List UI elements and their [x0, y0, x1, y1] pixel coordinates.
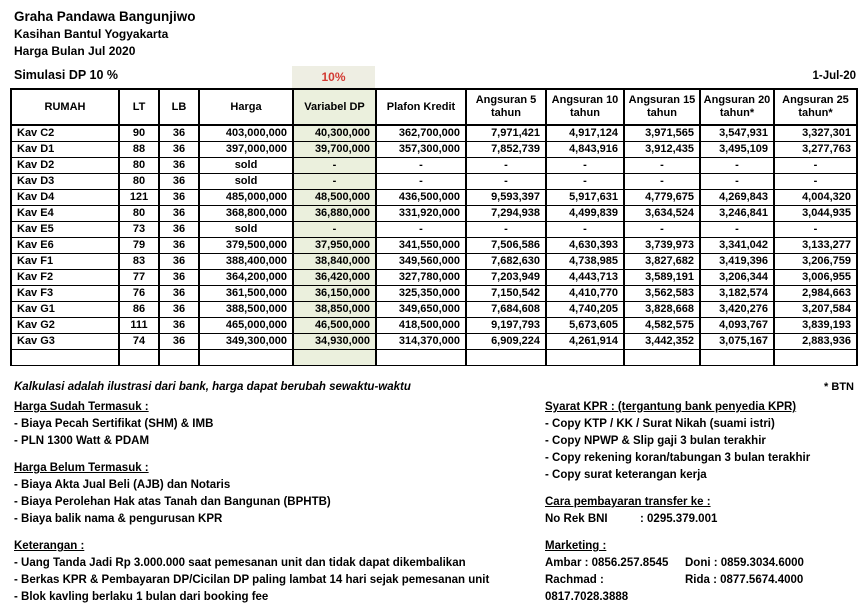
cell-harga: 465,000,000 [199, 318, 293, 334]
cell-angsuran-5: - [466, 222, 546, 238]
header-lt: LT [119, 89, 159, 125]
cell-variabel-dp: 38,850,000 [293, 302, 376, 318]
table-row [11, 158, 857, 174]
header-angsuran-25: Angsuran 25 tahun* [774, 89, 857, 125]
table-row [11, 206, 857, 222]
table-row [11, 190, 857, 206]
cell-angsuran-20: 3,341,042 [700, 238, 774, 254]
cell-angsuran-25: 3,839,193 [774, 318, 857, 334]
section-heading: Harga Sudah Termasuk : [14, 401, 149, 413]
section-heading: Harga Belum Termasuk : [14, 462, 149, 474]
cell-angsuran-20: 3,246,841 [700, 206, 774, 222]
cell-angsuran-10: 4,917,124 [546, 125, 624, 142]
cell-angsuran-20: - [700, 174, 774, 190]
cell-harga: 388,500,000 [199, 302, 293, 318]
section-keterangan [14, 538, 519, 606]
list-item: - Uang Tanda Jadi Rp 3.000.000 saat pemesanan unit dan tidak dapat dikembalikan [14, 557, 466, 569]
section-syarat-kpr [545, 399, 860, 484]
cell-rumah: Kav D2 [11, 158, 119, 174]
cell-rumah: Kav E4 [11, 206, 119, 222]
cell-rumah: Kav E6 [11, 238, 119, 254]
table-row [11, 174, 857, 190]
date-label: 1-Jul-20 [812, 70, 856, 82]
list-item: - Biaya Pecah Sertifikat (SHM) & IMB [14, 418, 214, 430]
cell-angsuran-10: 4,443,713 [546, 270, 624, 286]
cell-angsuran-5: 7,684,608 [466, 302, 546, 318]
section-heading: Keterangan : [14, 540, 85, 552]
section-pembayaran [545, 494, 860, 528]
section-heading: Cara pembayaran transfer ke : [545, 496, 711, 508]
cell-angsuran-5: 7,971,421 [466, 125, 546, 142]
list-item: - Biaya balik nama & pengurusan KPR [14, 513, 223, 525]
section-items [14, 416, 519, 450]
cell-angsuran-20: 4,269,843 [700, 190, 774, 206]
cell-angsuran-15: - [624, 222, 700, 238]
cell-lt: 79 [119, 238, 159, 254]
cell-angsuran-20: 3,182,574 [700, 286, 774, 302]
disclaimer-note: Kalkulasi adalah ilustrasi dari bank, harga dapat berubah sewaktu-waktu [14, 381, 411, 393]
cell-angsuran-20: 3,206,344 [700, 270, 774, 286]
cell-angsuran-15: - [624, 158, 700, 174]
table-row [11, 286, 857, 302]
cell-harga: sold [199, 158, 293, 174]
cell-angsuran-25: 2,883,936 [774, 334, 857, 350]
list-item: - Copy surat keterangan kerja [545, 469, 707, 481]
cell-angsuran-10: 4,499,839 [546, 206, 624, 222]
cell-angsuran-25: 3,044,935 [774, 206, 857, 222]
page-title: Graha Pandawa Bangunjiwo [14, 9, 196, 24]
cell-angsuran-5 [466, 350, 546, 366]
cell-angsuran-10: 4,740,205 [546, 302, 624, 318]
cell-plafon-kredit: 362,700,000 [376, 125, 466, 142]
cell-plafon-kredit: - [376, 174, 466, 190]
cell-angsuran-5: - [466, 158, 546, 174]
cell-variabel-dp: 34,930,000 [293, 334, 376, 350]
marketing-contact: Ambar : 0856.257.8545 [545, 557, 669, 569]
page-subtitle-period: Harga Bulan Jul 2020 [14, 44, 136, 58]
cell-harga: 361,500,000 [199, 286, 293, 302]
header-lb: LB [159, 89, 199, 125]
cell-variabel-dp: 36,150,000 [293, 286, 376, 302]
header-rumah: RUMAH [11, 89, 119, 125]
cell-rumah: Kav F3 [11, 286, 119, 302]
cell-harga: 349,300,000 [199, 334, 293, 350]
cell-angsuran-10 [546, 350, 624, 366]
list-item: - PLN 1300 Watt & PDAM [14, 435, 150, 447]
cell-angsuran-5: - [466, 174, 546, 190]
cell-angsuran-20: 3,547,931 [700, 125, 774, 142]
marketing-contacts [545, 555, 860, 606]
cell-angsuran-20: 3,075,167 [700, 334, 774, 350]
cell-angsuran-25: 3,207,584 [774, 302, 857, 318]
cell-angsuran-5: 7,852,739 [466, 142, 546, 158]
list-item: - Berkas KPR & Pembayaran DP/Cicilan DP paling lambat 14 hari sejak pemesanan unit [14, 574, 490, 586]
cell-angsuran-10: - [546, 158, 624, 174]
cell-harga: 403,000,000 [199, 125, 293, 142]
cell-lb: 36 [159, 222, 199, 238]
cell-rumah: Kav F1 [11, 254, 119, 270]
cell-lb: 36 [159, 238, 199, 254]
header-plafon-kredit: Plafon Kredit [376, 89, 466, 125]
list-item: - Copy KTP / KK / Surat Nikah (suami istri) [545, 418, 775, 430]
cell-lb: 36 [159, 286, 199, 302]
cell-angsuran-5: 7,203,949 [466, 270, 546, 286]
cell-angsuran-10: 4,261,914 [546, 334, 624, 350]
cell-angsuran-15: 3,971,565 [624, 125, 700, 142]
cell-angsuran-20: 3,420,276 [700, 302, 774, 318]
cell-harga: 388,400,000 [199, 254, 293, 270]
cell-lt: 90 [119, 125, 159, 142]
cell-angsuran-15: 4,582,575 [624, 318, 700, 334]
list-item: - Blok kavling berlaku 1 bulan dari booking fee [14, 591, 269, 603]
cell-lb: 36 [159, 302, 199, 318]
cell-rumah: Kav E5 [11, 222, 119, 238]
cell-variabel-dp: 46,500,000 [293, 318, 376, 334]
cell-plafon-kredit: 314,370,000 [376, 334, 466, 350]
cell-angsuran-15: 3,562,583 [624, 286, 700, 302]
cell-angsuran-10: - [546, 222, 624, 238]
cell-lt: 77 [119, 270, 159, 286]
cell-angsuran-15: 3,739,973 [624, 238, 700, 254]
table-row [11, 318, 857, 334]
cell-variabel-dp [293, 350, 376, 366]
cell-lt: 111 [119, 318, 159, 334]
cell-plafon-kredit [376, 350, 466, 366]
cell-angsuran-15: 4,779,675 [624, 190, 700, 206]
cell-rumah: Kav C2 [11, 125, 119, 142]
info-column-left [14, 399, 519, 609]
cell-angsuran-5: 9,593,397 [466, 190, 546, 206]
cell-plafon-kredit: 331,920,000 [376, 206, 466, 222]
cell-angsuran-25: 3,277,763 [774, 142, 857, 158]
header-angsuran-5: Angsuran 5 tahun [466, 89, 546, 125]
cell-variabel-dp: 36,420,000 [293, 270, 376, 286]
cell-plafon-kredit: 349,560,000 [376, 254, 466, 270]
cell-angsuran-20: 3,495,109 [700, 142, 774, 158]
cell-lt: 76 [119, 286, 159, 302]
cell-variabel-dp: 38,840,000 [293, 254, 376, 270]
cell-angsuran-15: 3,912,435 [624, 142, 700, 158]
cell-angsuran-25: 3,133,277 [774, 238, 857, 254]
section-items [14, 477, 519, 528]
cell-angsuran-15: 3,589,191 [624, 270, 700, 286]
cell-lt [119, 350, 159, 366]
cell-angsuran-20 [700, 350, 774, 366]
cell-angsuran-25: - [774, 174, 857, 190]
bank-account-label: No Rek BNI [545, 513, 608, 525]
table-header-row [11, 89, 857, 125]
cell-lb: 36 [159, 270, 199, 286]
cell-harga: 485,000,000 [199, 190, 293, 206]
table-row [11, 254, 857, 270]
cell-angsuran-5: 7,682,630 [466, 254, 546, 270]
cell-rumah: Kav G2 [11, 318, 119, 334]
dp-percent-cell: 10% [292, 66, 375, 88]
cell-angsuran-5: 7,294,938 [466, 206, 546, 222]
cell-plafon-kredit: 349,650,000 [376, 302, 466, 318]
cell-variabel-dp: 48,500,000 [293, 190, 376, 206]
cell-lt: 80 [119, 206, 159, 222]
btn-note: * BTN [824, 381, 854, 393]
cell-rumah: Kav D4 [11, 190, 119, 206]
section-items [545, 416, 860, 484]
cell-lt: 73 [119, 222, 159, 238]
cell-plafon-kredit: 357,300,000 [376, 142, 466, 158]
cell-lb: 36 [159, 254, 199, 270]
cell-harga: sold [199, 174, 293, 190]
section-harga-sudah [14, 399, 519, 450]
table-row [11, 125, 857, 142]
table-row [11, 350, 857, 366]
cell-lt: 121 [119, 190, 159, 206]
cell-lt: 74 [119, 334, 159, 350]
cell-angsuran-15: 3,634,524 [624, 206, 700, 222]
cell-rumah: Kav D3 [11, 174, 119, 190]
cell-angsuran-25: 3,327,301 [774, 125, 857, 142]
section-heading: Marketing : [545, 540, 607, 552]
cell-angsuran-25: 4,004,320 [774, 190, 857, 206]
cell-angsuran-25: 3,206,759 [774, 254, 857, 270]
cell-lb: 36 [159, 190, 199, 206]
cell-lb: 36 [159, 318, 199, 334]
header-harga: Harga [199, 89, 293, 125]
cell-angsuran-10: 5,673,605 [546, 318, 624, 334]
cell-angsuran-25: 2,984,663 [774, 286, 857, 302]
cell-harga [199, 350, 293, 366]
cell-plafon-kredit: 341,550,000 [376, 238, 466, 254]
cell-angsuran-10: 4,738,985 [546, 254, 624, 270]
cell-variabel-dp: - [293, 222, 376, 238]
section-heading: Syarat KPR : (tergantung bank penyedia KPR) [545, 401, 797, 413]
cell-rumah [11, 350, 119, 366]
table-row [11, 222, 857, 238]
cell-rumah: Kav G3 [11, 334, 119, 350]
cell-lt: 86 [119, 302, 159, 318]
cell-lt: 80 [119, 174, 159, 190]
table-row [11, 334, 857, 350]
marketing-contact: Rida : 0877.5674.4000 [685, 574, 804, 586]
simulasi-dp-label: Simulasi DP 10 % [14, 68, 118, 82]
table-row [11, 142, 857, 158]
cell-lt: 80 [119, 158, 159, 174]
page-subtitle-location: Kasihan Bantul Yogyakarta [14, 27, 169, 41]
cell-plafon-kredit: - [376, 222, 466, 238]
cell-angsuran-5: 6,909,224 [466, 334, 546, 350]
cell-lb: 36 [159, 125, 199, 142]
cell-plafon-kredit: 327,780,000 [376, 270, 466, 286]
cell-angsuran-20: 3,419,396 [700, 254, 774, 270]
cell-lt: 88 [119, 142, 159, 158]
cell-angsuran-25: - [774, 158, 857, 174]
list-item: - Copy NPWP & Slip gaji 3 bulan terakhir [545, 435, 766, 447]
marketing-contact: Rachmad : 0817.7028.3888 [545, 574, 629, 603]
cell-plafon-kredit: - [376, 158, 466, 174]
cell-angsuran-10: 4,410,770 [546, 286, 624, 302]
price-table-body [11, 125, 857, 366]
section-harga-belum [14, 460, 519, 528]
title-block [14, 8, 196, 60]
cell-angsuran-20: - [700, 158, 774, 174]
cell-variabel-dp: 37,950,000 [293, 238, 376, 254]
cell-lb: 36 [159, 158, 199, 174]
cell-angsuran-10: - [546, 174, 624, 190]
list-item: - Biaya Perolehan Hak atas Tanah dan Bangunan (BPHTB) [14, 496, 331, 508]
cell-lb [159, 350, 199, 366]
cell-harga: 397,000,000 [199, 142, 293, 158]
cell-lb: 36 [159, 174, 199, 190]
cell-angsuran-15: - [624, 174, 700, 190]
marketing-contact: Doni : 0859.3034.6000 [685, 557, 804, 569]
list-item: - Biaya Akta Jual Beli (AJB) dan Notaris [14, 479, 231, 491]
section-items [14, 555, 519, 606]
table-row [11, 238, 857, 254]
cell-angsuran-25: - [774, 222, 857, 238]
table-row [11, 302, 857, 318]
price-table [10, 88, 858, 366]
header-angsuran-20: Angsuran 20 tahun* [700, 89, 774, 125]
cell-rumah: Kav F2 [11, 270, 119, 286]
cell-lb: 36 [159, 142, 199, 158]
cell-harga: sold [199, 222, 293, 238]
cell-variabel-dp: 36,880,000 [293, 206, 376, 222]
cell-harga: 368,800,000 [199, 206, 293, 222]
cell-angsuran-10: 5,917,631 [546, 190, 624, 206]
bank-account-number: : 0295.379.001 [640, 513, 718, 525]
header-variabel-dp: Variabel DP [293, 89, 376, 125]
bank-account-line [545, 511, 860, 528]
cell-variabel-dp: 39,700,000 [293, 142, 376, 158]
cell-variabel-dp: - [293, 174, 376, 190]
cell-angsuran-15: 3,442,352 [624, 334, 700, 350]
cell-variabel-dp: - [293, 158, 376, 174]
cell-angsuran-5: 7,506,586 [466, 238, 546, 254]
info-column-right [545, 399, 860, 609]
cell-plafon-kredit: 436,500,000 [376, 190, 466, 206]
cell-angsuran-5: 9,197,793 [466, 318, 546, 334]
list-item: - Copy rekening koran/tabungan 3 bulan terakhir [545, 452, 811, 464]
cell-angsuran-15: 3,827,682 [624, 254, 700, 270]
cell-angsuran-10: 4,630,393 [546, 238, 624, 254]
cell-angsuran-25: 3,006,955 [774, 270, 857, 286]
cell-plafon-kredit: 418,500,000 [376, 318, 466, 334]
header-angsuran-15: Angsuran 15 tahun [624, 89, 700, 125]
cell-rumah: Kav G1 [11, 302, 119, 318]
table-row [11, 270, 857, 286]
cell-harga: 364,200,000 [199, 270, 293, 286]
cell-harga: 379,500,000 [199, 238, 293, 254]
cell-lb: 36 [159, 206, 199, 222]
cell-rumah: Kav D1 [11, 142, 119, 158]
cell-plafon-kredit: 325,350,000 [376, 286, 466, 302]
cell-lt: 83 [119, 254, 159, 270]
cell-angsuran-5: 7,150,542 [466, 286, 546, 302]
cell-angsuran-15: 3,828,668 [624, 302, 700, 318]
cell-lb: 36 [159, 334, 199, 350]
cell-angsuran-10: 4,843,916 [546, 142, 624, 158]
section-marketing [545, 538, 860, 606]
cell-variabel-dp: 40,300,000 [293, 125, 376, 142]
header-angsuran-10: Angsuran 10 tahun [546, 89, 624, 125]
cell-angsuran-25 [774, 350, 857, 366]
cell-angsuran-15 [624, 350, 700, 366]
cell-angsuran-20: - [700, 222, 774, 238]
cell-angsuran-20: 4,093,767 [700, 318, 774, 334]
